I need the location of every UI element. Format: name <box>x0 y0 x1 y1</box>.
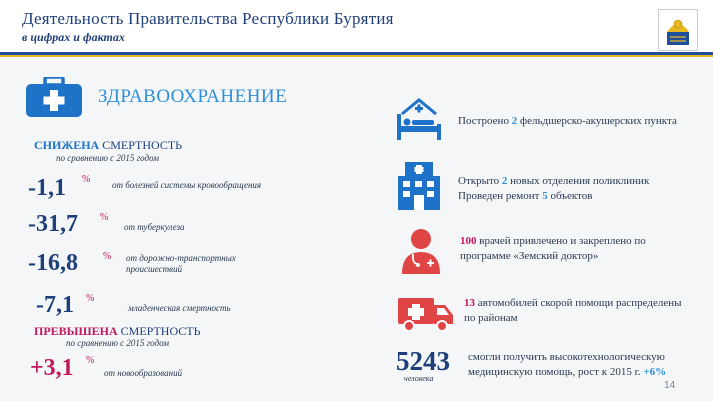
highlight-text <box>468 350 693 380</box>
doctor-icon <box>398 228 444 279</box>
ambulance-icon <box>398 296 454 337</box>
slide-header <box>0 0 713 56</box>
section-title: ЗДРАВООХРАНЕНИЕ <box>98 86 288 107</box>
fact-post: новых отделения поликлиник <box>507 175 650 187</box>
fact-pre: Открыто <box>458 175 502 187</box>
increased-heading-rest: СМЕРТНОСТЬ <box>117 324 201 338</box>
stat-label: от дорожно-транспортных происшествий <box>126 253 236 274</box>
decreased-heading <box>34 138 182 153</box>
decreased-subheading: по сравнению с 2015 годом <box>56 153 160 163</box>
stat-unit: % <box>103 251 112 262</box>
fact-number: 2 <box>511 115 518 127</box>
stat-unit: % <box>86 355 95 366</box>
stat-value: -7,1 <box>36 292 74 318</box>
increased-heading <box>34 324 201 339</box>
stat-value: -31,7 <box>28 211 78 237</box>
stat-unit: % <box>82 174 91 185</box>
fact-text <box>460 234 695 264</box>
header-title: Деятельность Правительства Республики Бурятия <box>22 9 394 28</box>
stat-label: младенческая смертность <box>128 303 231 313</box>
stat-value: +3,1 <box>30 355 74 381</box>
stat-label: от новообразований <box>104 368 183 378</box>
decreased-heading-strong: СНИЖЕНА <box>34 138 100 152</box>
page-number: 14 <box>664 380 676 391</box>
fact-text <box>464 296 689 326</box>
highlight-unit: человека <box>404 374 434 383</box>
hospital-bed-icon <box>394 98 444 147</box>
stat-unit: % <box>86 293 95 304</box>
fact-text <box>458 114 688 129</box>
increased-subheading: по сравнению с 2015 годом <box>66 338 170 348</box>
medical-kit-icon <box>26 77 82 117</box>
fact-text <box>458 174 698 204</box>
fact-number: 2 <box>501 175 508 187</box>
fact-post: врачей привлечено и закреплено по программе «Земский доктор» <box>460 235 646 262</box>
stat-value: -1,1 <box>28 175 66 201</box>
fact-number: 5 <box>542 190 548 202</box>
stat-label: от болезней системы кровообращения <box>112 180 262 190</box>
highlight-value: 5243 <box>396 346 450 376</box>
hospital-building-icon <box>396 162 442 215</box>
fact-pre: Построено <box>458 115 512 127</box>
fact-post: фельдшерско-акушерских пункта <box>517 115 677 127</box>
increased-heading-strong: ПРЕВЫШЕНА <box>34 324 118 338</box>
fact-number: 13 <box>464 297 475 309</box>
fact-post: автомобилей скорой помощи распределены по районам <box>464 297 682 324</box>
highlight-text-body: смогли получить высокотехнологическую медицинскую помощь, рост к 2015 г. <box>468 351 665 378</box>
stat-label: от туберкулеза <box>124 222 185 232</box>
fact-post: объектов <box>547 190 593 202</box>
highlight-growth: +6% <box>643 366 667 378</box>
decreased-heading-rest: СМЕРТНОСТЬ <box>99 138 183 152</box>
emblem-icon <box>658 9 698 51</box>
fact-pre: Проведен ремонт <box>458 190 543 202</box>
header-stripe-yellow <box>0 55 713 57</box>
stat-unit: % <box>100 212 109 223</box>
header-subtitle: в цифрах и фактах <box>22 30 125 44</box>
stat-value: -16,8 <box>28 250 78 276</box>
fact-number: 100 <box>460 235 477 247</box>
